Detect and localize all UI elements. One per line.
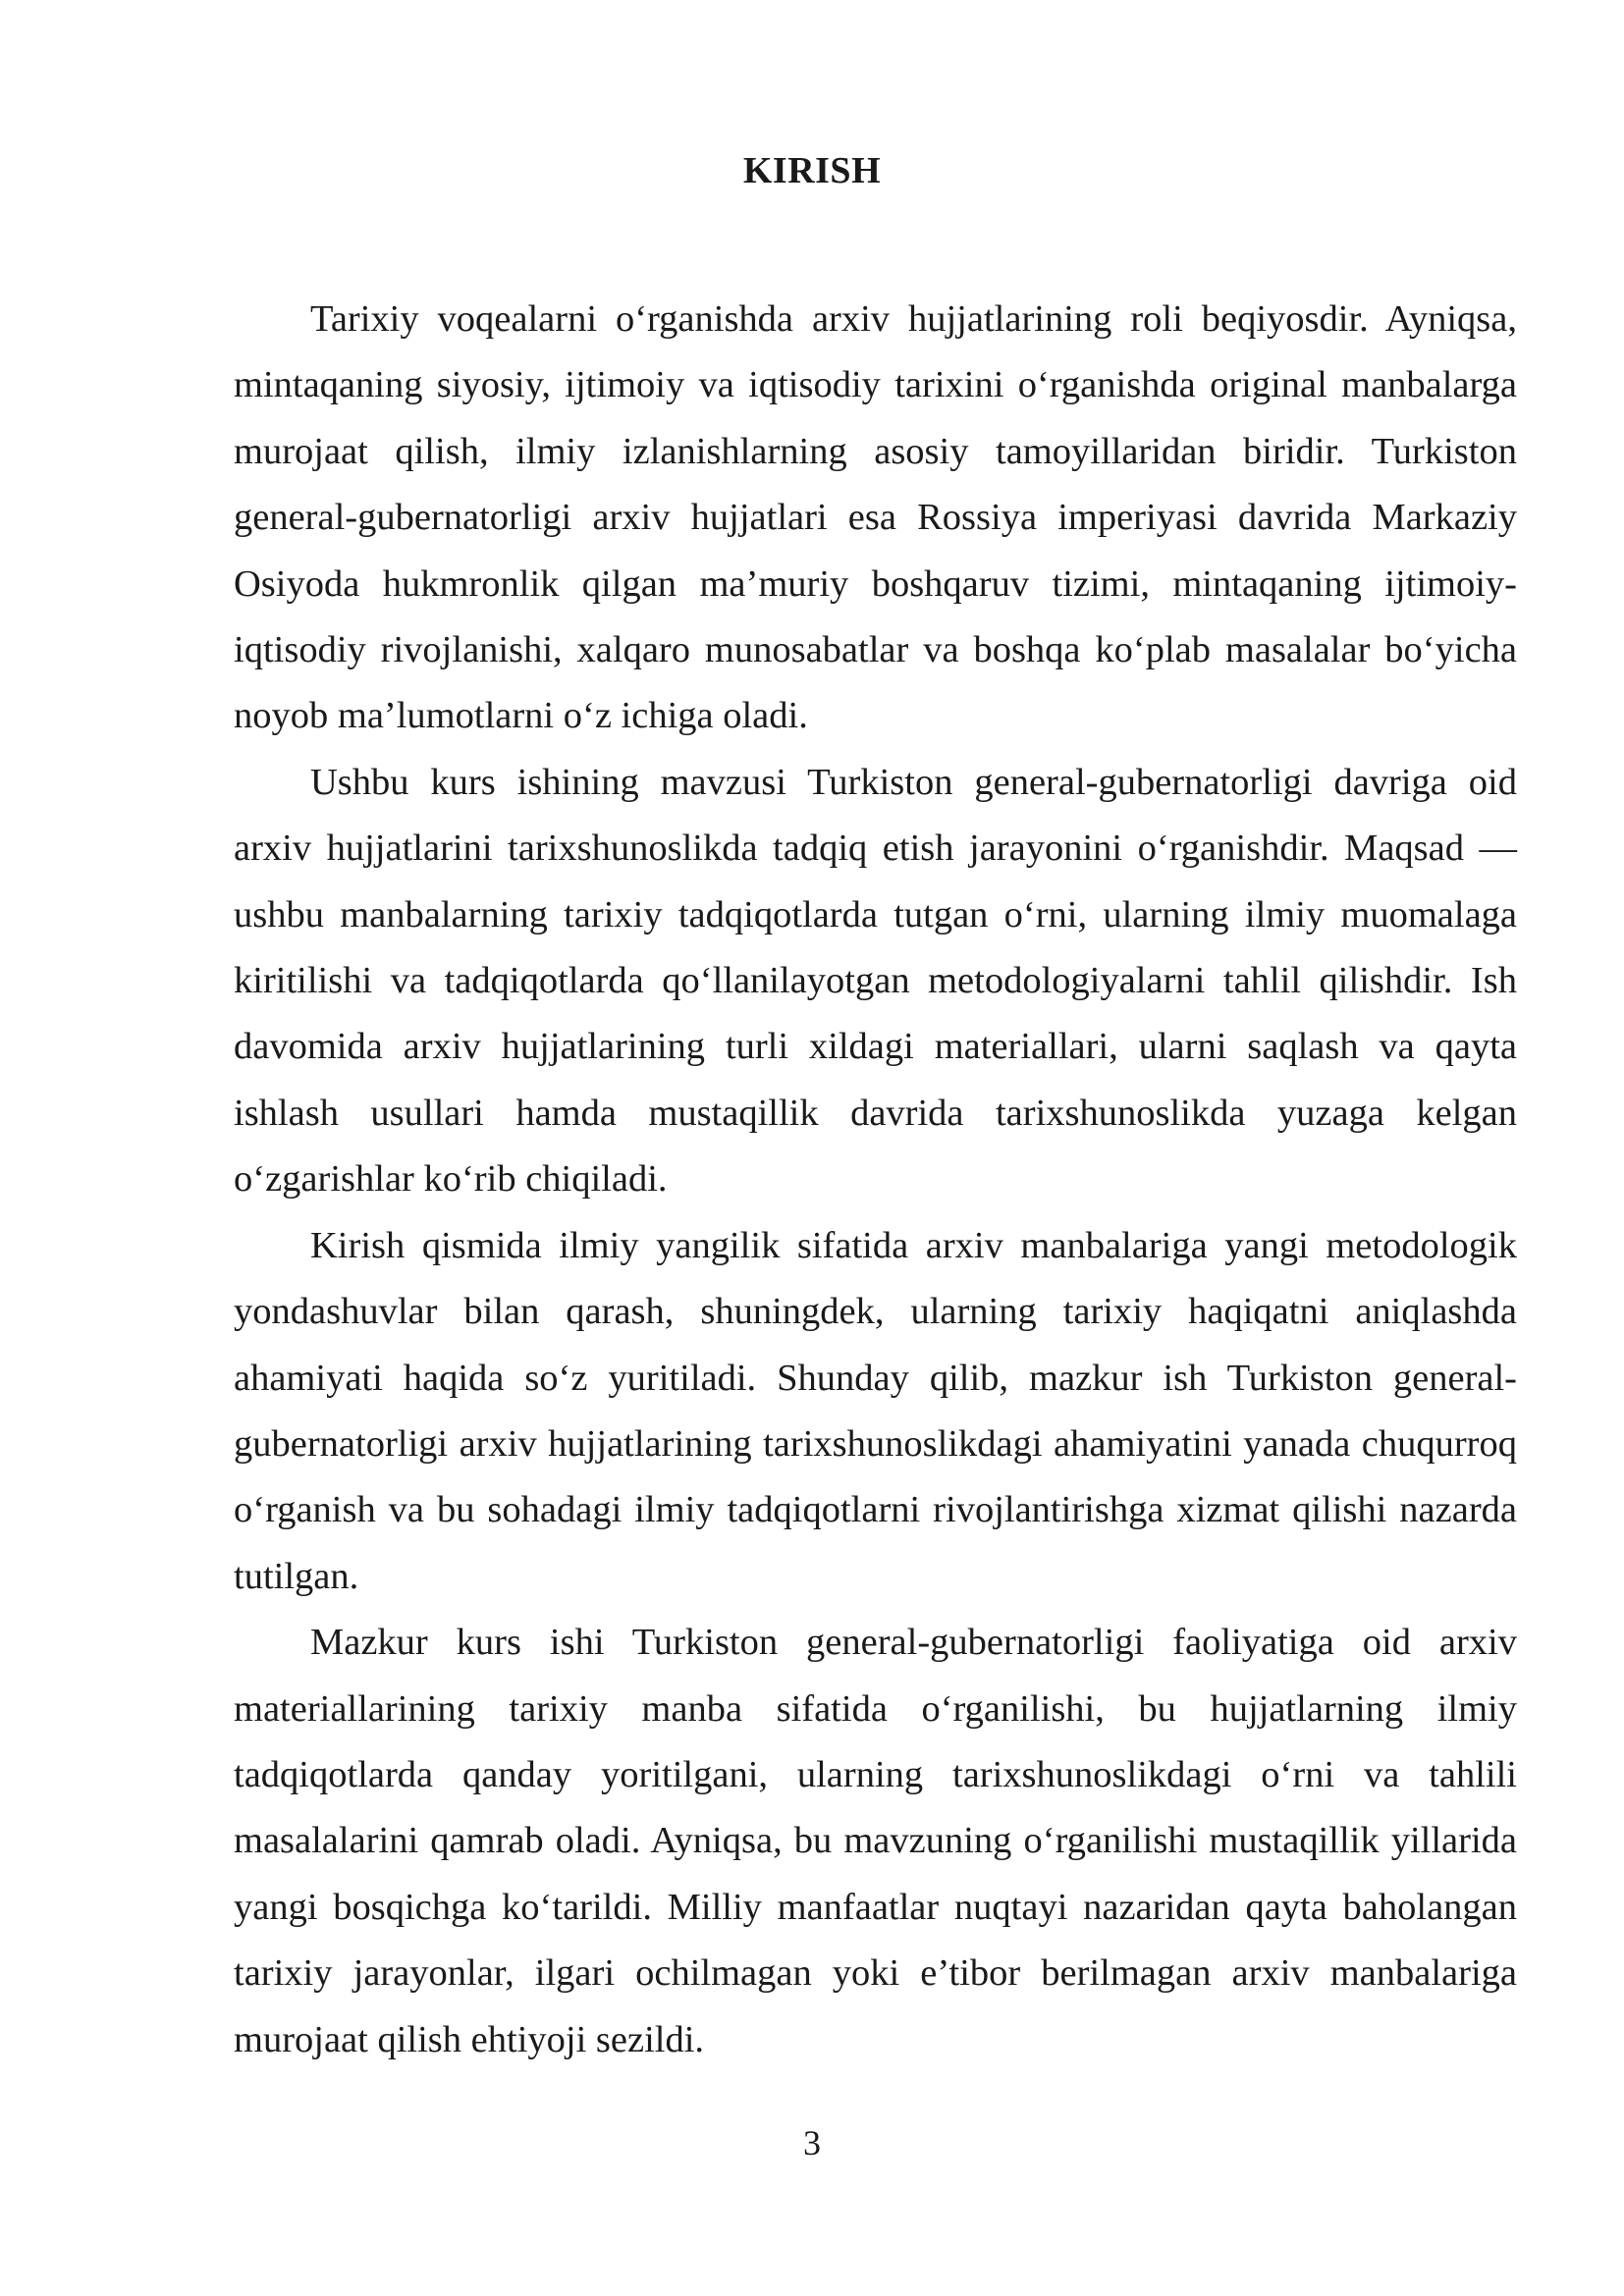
- section-heading: KIRISH: [742, 150, 882, 191]
- paragraph-2: Ushbu kurs ishining mavzusi Turkiston general-gubernatorligi davriga oid arxiv hujjatlarini tarixshunoslikda tadqiq etish jarayonini o‘rganishdir. Maqsad — ushbu manbalarning tarixiy tadqiqotlarda tutgan o‘rni, ularning ilmiy muomalaga kiritilishi va tadqiqotlarda qo‘llanilayotgan metodologiyalarni tahlil qilishdir. Ish davomida arxiv hujjatlarining turli xildagi materiallari, ularni saqlash va qayta ishlash usullari hamda mustaqillik davrida tarixshunoslikda yuzaga kelgan o‘zgarishlar ko‘rib chiqiladi.: [234, 761, 1517, 1201]
- page-number: 3: [803, 2123, 821, 2163]
- body-text: [234, 287, 1517, 2073]
- paragraph-4: Mazkur kurs ishi Turkiston general-gubernatorligi faoliyatiga oid arxiv materiallarining tarixiy manba sifatida o‘rganilishi, bu hujjatlarning ilmiy tadqiqotlarda qanday yoritilgani, ularning tarixshunoslikdagi o‘rni va tahlili masalalarini qamrab oladi. Ayniqsa, bu mavzuning o‘rganilishi mustaqillik yillarida yangi bosqichga ko‘tarildi. Milliy manfaatlar nuqtayi nazaridan qayta baholangan tarixiy jarayonlar, ilgari ochilmagan yoki e’tibor berilmagan arxiv manbalariga murojaat qilish ehtiyoji sezildi.: [234, 1622, 1517, 2060]
- paragraph-1: Tarixiy voqealarni o‘rganishda arxiv hujjatlarining roli beqiyosdir. Ayniqsa, mintaqaning siyosiy, ijtimoiy va iqtisodiy tarixini o‘rganishda original manbalarga murojaat qilish, ilmiy izlanishlarning asosiy tamoyillaridan biridir. Turkiston general-gubernatorligi arxiv hujjatlari esa Rossiya imperiyasi davrida Markaziy Osiyoda hukmronlik qilgan ma’muriy boshqaruv tizimi, mintaqaning ijtimoiy-iqtisodiy rivojlanishi, xalqaro munosabatlar va boshqa ko‘plab masalalar bo‘yicha noyob ma’lumotlarni o‘z ichiga oladi.: [234, 298, 1517, 737]
- paragraph-3: Kirish qismida ilmiy yangilik sifatida arxiv manbalariga yangi metodologik yondashuvlar bilan qarash, shuningdek, ularning tarixiy haqiqatni aniqlashda ahamiyati haqida so‘z yuritiladi. Shunday qilib, mazkur ish Turkiston general-gubernatorligi arxiv hujjatlarining tarixshunoslikdagi ahamiyatini yanada chuqurroq o‘rganish va bu sohadagi ilmiy tadqiqotlarni rivojlantirishga xizmat qilishi nazarda tutilgan.: [234, 1224, 1517, 1597]
